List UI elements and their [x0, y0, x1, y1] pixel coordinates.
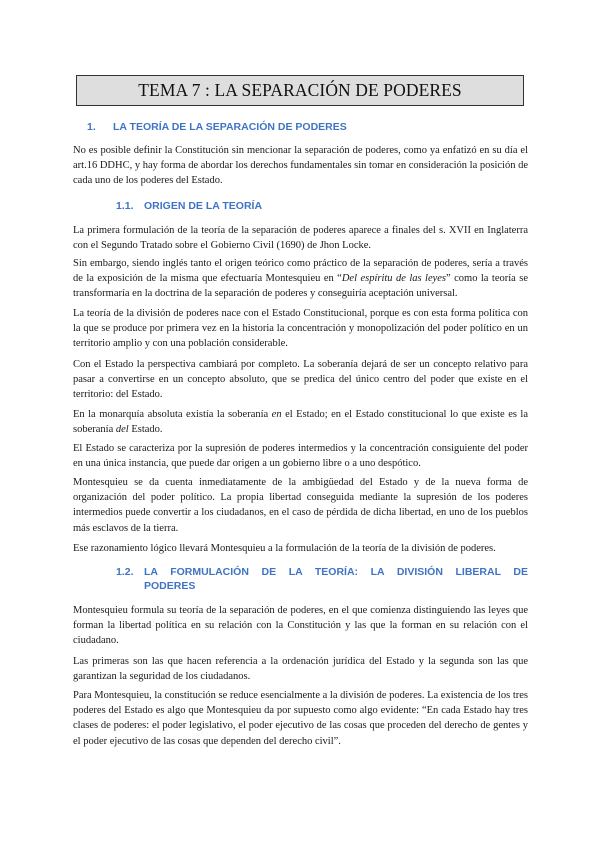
paragraph-2: La primera formulación de la teoría de la separación de poderes aparece a finales del s. XVII en Inglaterra con el Segundo Tratado sobre el Gobierno Civil (1690) de Jhon Locke. [73, 225, 528, 252]
section-1-2-number: 1.2. [116, 566, 134, 578]
paragraph-3 [73, 256, 528, 302]
paragraph-10: Montesquieu formula su teoría de la separación de poderes, en el que comienza distinguiendo las leyes que forman la libertad política en su relación con la Constitución y las que la forman en su relación con el ciudadano. [73, 605, 528, 647]
page-title-text: TEMA 7 : LA SEPARACIÓN DE PODERES [138, 80, 462, 100]
paragraph-4: La teoría de la división de poderes nace con el Estado Constitucional, porque es con esta forma política con la que se produce por primera vez en la historia la concentración y monopolización del poder político en un territorio amplio y con una población considerable. [73, 308, 528, 350]
paragraph-6-part3: Estado. [128, 424, 163, 436]
paragraph-1: No es posible definir la Constitución sin mencionar la separación de poderes, como ya enfatizó en su día el art.16 DDHC, y hay forma de abordar los derechos fundamentales sin tomar en consideración la posición de cada uno de los poderes del Estado. [73, 145, 528, 187]
paragraph-6-part1: En la monarquía absoluta existía la soberanía [73, 409, 272, 420]
paragraph-6-part2: el Estado; en el Estado constitucional lo que existe es la soberanía [73, 409, 528, 436]
paragraph-12: Para Montesquieu, la constitución se reduce esencialmente a la división de poderes. La existencia de los tres poderes del Estado es algo que Montesquieu da por supuesto como algo evidente: “En cada Estado hay tres clases de poderes: el poder legislativo, el poder ejecutivo de las cosas que proceden del derecho de gentes y el poder ejecutivo de las cosas que dependen del derecho civil”. [73, 690, 528, 747]
page-title [76, 75, 524, 106]
paragraph-11: Las primeras son las que hacen referencia a la ordenación jurídica del Estado y la segunda son las que garantizan la seguridad de los ciudadanos. [73, 656, 528, 683]
section-1-heading [87, 121, 347, 133]
section-1-1-heading [116, 200, 262, 212]
paragraph-8: Montesquieu se da cuenta inmediatamente de la ambigüedad del Estado y de la nueva forma de organización del poder político. La propia libertad conseguida mediante la supresión de los poderes intermedios puede convertir a los ciudadanos, en el caso de pérdida de dicha libertad, en uno de los pueblos más esclavos de la tierra. [73, 477, 528, 534]
section-1-2-title-line2: PODERES [144, 580, 196, 592]
section-1-2-heading [116, 565, 528, 593]
section-1-title: LA TEORÍA DE LA SEPARACIÓN DE PODERES [113, 121, 347, 133]
paragraph-3-book-title: Del espíritu de las leyes [341, 273, 447, 285]
paragraph-6 [73, 407, 528, 437]
section-1-1-title: ORIGEN DE LA TEORÍA [144, 200, 263, 212]
section-1-1-number: 1.1. [116, 200, 134, 212]
paragraph-3-part2: ” como la teoría se transformaría en la doctrina de la separación de poderes y conseguiría aceptación universal. [73, 273, 529, 300]
section-1-number: 1. [87, 121, 96, 133]
paragraph-6-em1: en [271, 409, 282, 420]
paragraph-7: El Estado se caracteriza por la supresión de poderes intermedios y la concentración consiguiente del poder en una única instancia, que puede dar origen a un gobierno libre o a uno despótico. [73, 443, 528, 470]
paragraph-3-part1: Sin embargo, siendo inglés tanto el origen teórico como práctico de la separación de poderes, sería a través de la exposición de la misma que efectuaría Montesquieu en “ [73, 258, 528, 285]
paragraph-9: Ese razonamiento lógico llevará Montesquieu a la formulación de la teoría de la división de poderes. [73, 543, 496, 554]
section-1-2-title-line1: LA FORMULACIÓN DE LA TEORÍA: LA DIVISIÓN LIBERAL DE [144, 566, 528, 578]
paragraph-6-em2: del [115, 424, 129, 436]
paragraph-5: Con el Estado la perspectiva cambiará por completo. La soberanía dejará de ser un concepto relativo para pasar a convertirse en un concepto absoluto, que se predica del único centro del poder que existe en el territorio: del Estado. [73, 359, 528, 401]
